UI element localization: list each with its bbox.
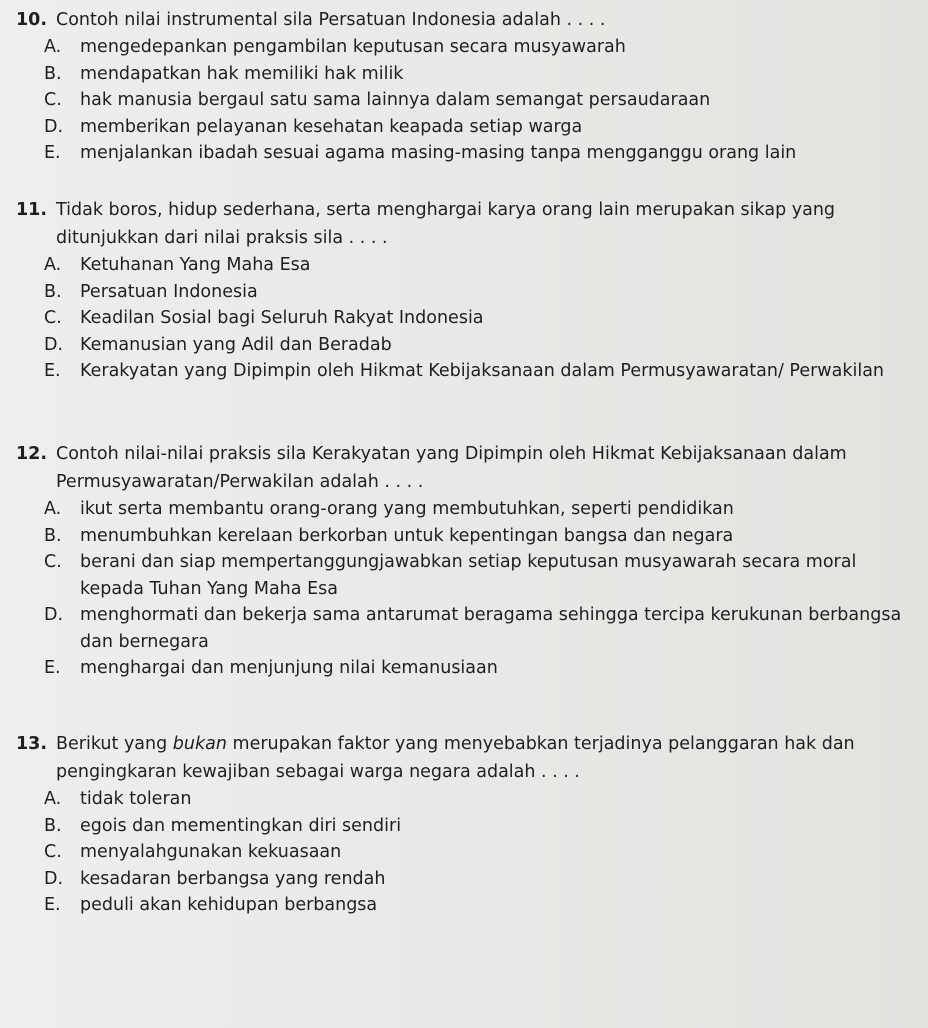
- option-letter: D.: [44, 868, 64, 889]
- option-letter: A.: [44, 789, 62, 809]
- option-letter: A.: [44, 255, 62, 275]
- option-a: [44, 496, 916, 523]
- option-d: [44, 332, 916, 359]
- option-text: Kemanusian yang Adil dan Beradab: [80, 334, 392, 355]
- option-text: ikut serta membantu orang-orang yang membutuhkan, seperti pendidikan: [80, 499, 734, 519]
- question-text: Contoh nilai-nilai praksis sila Kerakyatan yang Dipimpin oleh Hikmat Kebijaksanaan dalam Permusyawaratan/Perwakilan adalah . . . .: [56, 444, 847, 492]
- option-list: [16, 252, 916, 385]
- option-letter: E.: [44, 361, 61, 381]
- option-e: [44, 140, 916, 167]
- option-text: memberikan pelayanan kesehatan keapada setiap warga: [80, 116, 583, 137]
- option-letter: C.: [44, 552, 62, 572]
- option-text: peduli akan kehidupan berbangsa: [80, 895, 378, 915]
- option-e: [44, 358, 916, 385]
- question-12: [16, 440, 916, 682]
- question-10: [16, 6, 916, 167]
- question-text-after: merupakan faktor yang menyebabkan terjadinya pelanggaran hak dan pengingkaran kewajiban sebagai warga negara adalah . . . .: [56, 734, 855, 782]
- option-text: menumbuhkan kerelaan berkorban untuk kepentingan bangsa dan negara: [80, 525, 734, 546]
- option-e: [44, 892, 916, 919]
- option-c: [44, 87, 916, 114]
- option-letter: A.: [44, 37, 62, 57]
- option-letter: B.: [44, 63, 62, 84]
- option-letter: B.: [44, 281, 62, 302]
- option-text: menghormati dan bekerja sama antarumat beragama sehingga tercipa kerukunan berbangsa dan bernegara: [80, 605, 902, 652]
- option-list: [16, 34, 916, 167]
- question-text: Contoh nilai instrumental sila Persatuan Indonesia adalah . . . .: [56, 10, 606, 30]
- option-d: [44, 602, 916, 655]
- option-text: tidak toleran: [80, 789, 192, 809]
- option-text: Kerakyatan yang Dipimpin oleh Hikmat Kebijaksanaan dalam Permusyawaratan/ Perwakilan: [80, 361, 885, 381]
- option-d: [44, 866, 916, 893]
- option-letter: E.: [44, 658, 61, 678]
- question-number: 12.: [16, 444, 48, 464]
- option-text: mendapatkan hak memiliki hak milik: [80, 63, 404, 84]
- option-letter: E.: [44, 143, 61, 163]
- question-text: Tidak boros, hidup sederhana, serta menghargai karya orang lain merupakan sikap yang ditunjukkan dari nilai praksis sila . . . .: [56, 200, 836, 248]
- option-text: menghargai dan menjunjung nilai kemanusiaan: [80, 658, 498, 678]
- option-letter: D.: [44, 116, 64, 137]
- option-text: egois dan mementingkan diri sendiri: [80, 815, 402, 836]
- question-11: [16, 196, 916, 385]
- question-number: 11.: [16, 200, 48, 220]
- option-text: menjalankan ibadah sesuai agama masing-masing tanpa mengganggu orang lain: [80, 143, 797, 163]
- option-text: kesadaran berbangsa yang rendah: [80, 868, 386, 889]
- question-text-emphasis: bukan: [172, 734, 227, 754]
- option-text: Ketuhanan Yang Maha Esa: [80, 255, 311, 275]
- option-letter: C.: [44, 90, 62, 110]
- option-b: [44, 61, 916, 88]
- question-stem: [16, 730, 916, 786]
- option-text: Persatuan Indonesia: [80, 281, 258, 302]
- option-text: Keadilan Sosial bagi Seluruh Rakyat Indonesia: [80, 308, 484, 328]
- option-b: [44, 813, 916, 840]
- option-letter: B.: [44, 525, 62, 546]
- option-letter: A.: [44, 499, 62, 519]
- option-c: [44, 549, 916, 602]
- option-c: [44, 839, 916, 866]
- question-13: [16, 730, 916, 919]
- option-text: hak manusia bergaul satu sama lainnya dalam semangat persaudaraan: [80, 90, 711, 110]
- option-b: [44, 523, 916, 550]
- option-list: [16, 496, 916, 682]
- option-letter: C.: [44, 842, 62, 862]
- question-stem: [16, 440, 916, 496]
- question-number: 10.: [16, 10, 48, 30]
- option-a: [44, 252, 916, 279]
- option-c: [44, 305, 916, 332]
- question-text-before: Berikut yang: [56, 734, 173, 754]
- option-letter: E.: [44, 895, 61, 915]
- option-a: [44, 786, 916, 813]
- option-e: [44, 655, 916, 682]
- option-text: mengedepankan pengambilan keputusan secara musyawarah: [80, 37, 626, 57]
- option-text: menyalahgunakan kekuasaan: [80, 842, 342, 862]
- option-d: [44, 114, 916, 141]
- option-letter: D.: [44, 334, 64, 355]
- option-list: [16, 786, 916, 919]
- option-b: [44, 279, 916, 306]
- option-letter: B.: [44, 815, 62, 836]
- question-stem: [16, 196, 916, 252]
- question-number: 13.: [16, 734, 48, 754]
- question-stem: [16, 6, 916, 34]
- option-letter: D.: [44, 605, 64, 625]
- option-text: berani dan siap mempertanggungjawabkan setiap keputusan musyawarah secara moral kepada Tuhan Yang Maha Esa: [80, 552, 857, 599]
- option-letter: C.: [44, 308, 62, 328]
- option-a: [44, 34, 916, 61]
